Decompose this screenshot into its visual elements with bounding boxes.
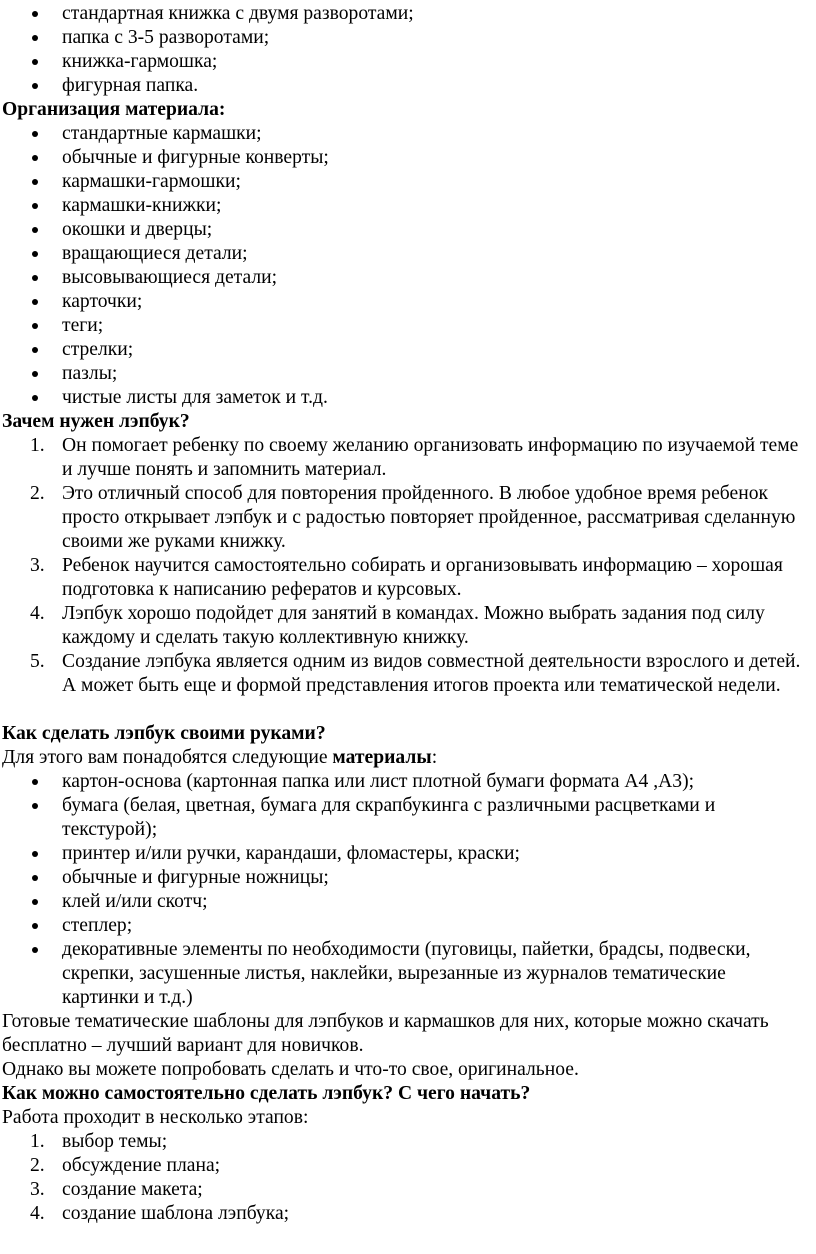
list-item: пазлы; — [0, 362, 816, 386]
numbered-list-why — [0, 434, 808, 698]
paragraph-templates: Готовые тематические шаблоны для лэпбуков и кармашков для них, которые можно скачать бесплатно – лучший вариант для новичков. — [2, 1011, 769, 1056]
list-item: фигурная папка. — [0, 74, 816, 98]
list-item: стрелки; — [0, 338, 816, 362]
list-item: обычные и фигурные ножницы; — [0, 866, 800, 890]
numbered-list-stages — [0, 1130, 808, 1226]
list-item: 4. создание шаблона лэпбука; — [30, 1203, 290, 1224]
heading-how: Как сделать лэпбук своими руками? — [2, 723, 326, 744]
list-item: 2. обсуждение плана; — [30, 1155, 221, 1176]
list-item: 1. Он помогает ребенку по своему желанию организовать информацию по изучаемой теме и лучше понять и запомнить материал. — [30, 435, 799, 480]
list-item: 1. выбор темы; — [30, 1131, 168, 1152]
list-item: чистые листы для заметок и т.д. — [0, 386, 816, 410]
list-item: книжка-гармошка; — [0, 50, 816, 74]
materials-intro: Для этого вам понадобятся следующие материалы: — [2, 747, 438, 768]
paragraph-stages: Работа проходит в несколько этапов: — [2, 1107, 309, 1128]
list-item: бумага (белая, цветная, бумага для скрапбукинга с различными расцветками и текстурой); — [0, 794, 800, 842]
list-item: принтер и/или ручки, карандаши, фломастеры, краски; — [0, 842, 800, 866]
list-item: степлер; — [0, 914, 800, 938]
heading-why: Зачем нужен лэпбук? — [2, 411, 190, 432]
list-item: 2. Это отличный способ для повторения пройденного. В любое удобное время ребенок просто открывает лэпбук и с радостью повторяет пройденное, рассматривая сделанную своими же руками книжку. — [30, 483, 796, 552]
list-item: кармашки-книжки; — [0, 194, 816, 218]
bullet-list-organization — [0, 122, 816, 410]
list-item: кармашки-гармошки; — [0, 170, 816, 194]
bullet-list-formats — [0, 2, 816, 98]
heading-organization: Организация материала: — [2, 99, 226, 120]
list-item: стандартные кармашки; — [0, 122, 816, 146]
list-item: стандартная книжка с двумя разворотами; — [0, 2, 816, 26]
list-item: высовывающиеся детали; — [0, 266, 816, 290]
bullet-list-materials — [0, 770, 800, 1010]
list-item: окошки и дверцы; — [0, 218, 816, 242]
list-item: 5. Создание лэпбука является одним из видов совместной деятельности взрослого и детей. А может быть еще и формой представления итогов проекта или тематической недели. — [30, 651, 801, 696]
list-item: вращающиеся детали; — [0, 242, 816, 266]
list-item: 4. Лэпбук хорошо подойдет для занятий в командах. Можно выбрать задания под силу каждому и сделать такую коллективную книжку. — [30, 603, 765, 648]
heading-start: Как можно самостоятельно сделать лэпбук? С чего начать? — [2, 1083, 531, 1104]
list-item: клей и/или скотч; — [0, 890, 800, 914]
list-item: теги; — [0, 314, 816, 338]
list-item: 3. Ребенок научится самостоятельно собирать и организовывать информацию – хорошая подготовка к написанию рефератов и курсовых. — [30, 555, 783, 600]
list-item: декоративные элементы по необходимости (пуговицы, пайетки, брадсы, подвески, скрепки, засушенные листья, наклейки, вырезанные из журналов тематические картинки и т.д.) — [0, 938, 800, 1010]
list-item: папка с 3-5 разворотами; — [0, 26, 816, 50]
paragraph-own: Однако вы можете попробовать сделать и что-то свое, оригинальное. — [2, 1059, 579, 1080]
list-item: карточки; — [0, 290, 816, 314]
list-item: 3. создание макета; — [30, 1179, 203, 1200]
list-item: картон-основа (картонная папка или лист плотной бумаги формата А4 ,А3); — [0, 770, 800, 794]
list-item: обычные и фигурные конверты; — [0, 146, 816, 170]
